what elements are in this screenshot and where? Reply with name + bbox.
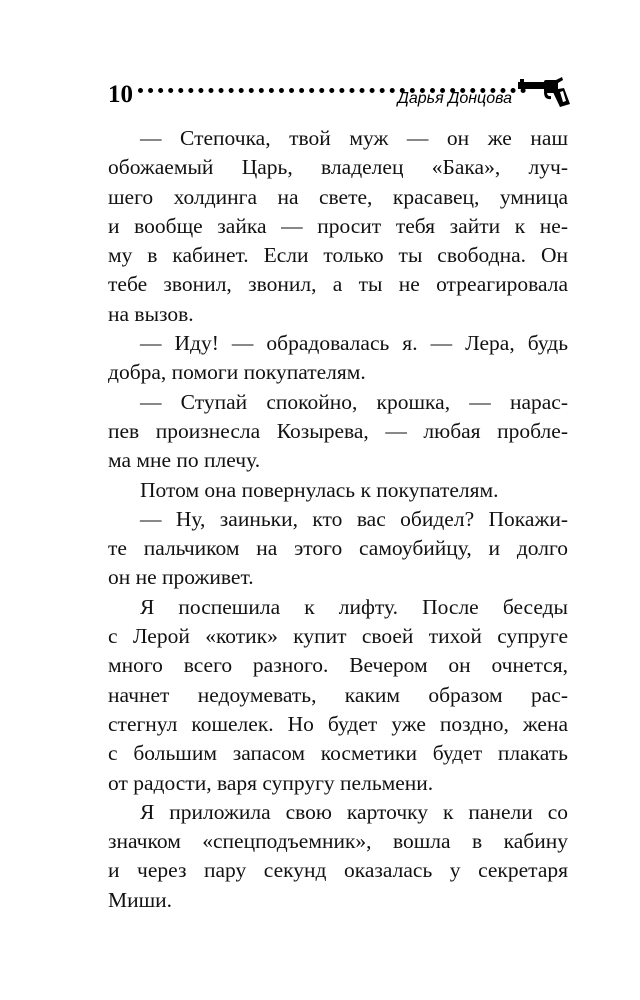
text-line: стегнул кошелек. Но будет уже поздно, жена xyxy=(108,711,568,736)
running-header xyxy=(108,76,570,116)
page-number: 10 xyxy=(108,81,133,108)
revolver-icon xyxy=(518,76,570,108)
paragraph xyxy=(108,124,568,329)
paragraph xyxy=(108,388,568,476)
text-line: он не проживет. xyxy=(108,565,254,590)
text-line: му в кабинет. Если только ты свободна. Он xyxy=(108,243,568,268)
text-line: с большим запасом косметики будет плакать xyxy=(108,741,568,766)
text-line: Потом она повернулась к покупателям. xyxy=(140,477,499,502)
text-line: от радости, варя супругу пельмени. xyxy=(108,770,434,795)
text-line: добра, помоги покупателям. xyxy=(108,360,366,385)
text-line: на вызов. xyxy=(108,301,194,326)
paragraph xyxy=(108,593,568,798)
text-line: — Ступай спокойно, крошка, — нарас- xyxy=(140,389,568,414)
paragraph xyxy=(108,798,568,915)
text-line: — Ну, заиньки, кто вас обидел? Покажи- xyxy=(140,506,568,531)
text-line: Я приложила свою карточку к панели со xyxy=(140,799,568,824)
text-line: ма мне по плечу. xyxy=(108,448,261,473)
text-line: с Лерой «котик» купит своей тихой супруге xyxy=(108,624,568,649)
text-line: тебе звонил, звонил, а ты не отреагировала xyxy=(108,272,568,297)
author-name: Дарья Донцова xyxy=(397,90,512,107)
paragraph xyxy=(108,476,568,505)
text-line: и через пару секунд оказалась у секретаря xyxy=(108,858,568,883)
text-line: много всего разного. Вечером он очнется, xyxy=(108,653,568,678)
text-line: — Степочка, твой муж — он же наш xyxy=(140,126,568,150)
text-line: те пальчиком на этого самоубийцу, и долго xyxy=(108,536,568,561)
book-text xyxy=(108,124,568,915)
text-line: Я поспешила к лифту. После беседы xyxy=(140,594,568,619)
text-line: пев произнесла Козырева, — любая пробле- xyxy=(108,418,568,443)
text-line: и вообще зайка — просит тебя зайти к не- xyxy=(108,213,568,238)
text-line: шего холдинга на свете, красавец, умница xyxy=(108,184,568,209)
paragraph xyxy=(108,505,568,593)
text-line: обожаемый Царь, владелец «Бака», луч- xyxy=(108,155,568,180)
text-line: начнет недоумевать, каким образом рас- xyxy=(108,682,568,707)
paragraph xyxy=(108,329,568,388)
text-line: значком «спецподъемник», вошла в кабину xyxy=(108,829,568,854)
text-line: — Иду! — обрадовалась я. — Лера, будь xyxy=(140,331,568,356)
text-line: Миши. xyxy=(108,887,173,912)
